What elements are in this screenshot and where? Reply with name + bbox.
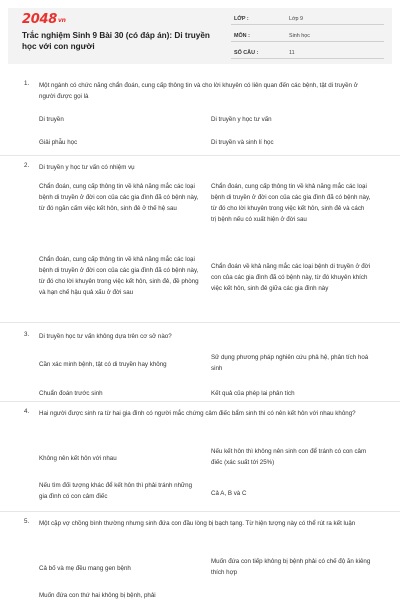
option-a[interactable]: Di truyền — [39, 116, 64, 123]
option-a[interactable]: Chẩn đoán, cung cấp thông tin về khả năng mắc các loại bệnh di truyền ở đời con của các gia đình đã có bệnh này, từ đó ngăn cấm việc kết hôn, sinh đẻ ở thế hệ sau — [39, 183, 199, 212]
site-logo[interactable]: 2048vn — [22, 12, 66, 27]
question-text: Di truyền học tư vấn không dựa trên cơ sở nào? — [39, 333, 172, 340]
option-b[interactable]: Nếu kết hôn thì không nên sinh con để tránh có con câm điếc (xác suất tới 25%) — [211, 448, 367, 466]
question-divider — [0, 511, 400, 512]
option-d[interactable]: Chẩn đoán về khả năng mắc các loại bệnh di truyền ở đời con của các gia đình đã có bệnh này, từ đó khuyên khích việc kết hôn, sinh đẻ giữa các gia đình này — [211, 263, 371, 292]
option-b[interactable]: Di truyền y học tư vấn — [211, 116, 272, 123]
option-c[interactable]: Muốn đứa con thứ hai không bị bệnh, phải — [39, 592, 156, 599]
option-a[interactable]: Không nên kết hôn với nhau — [39, 455, 117, 462]
question-text: Hai người được sinh ra từ hai gia đình có người mắc chứng câm điếc bẩm sinh thì có nên kết hôn với nhau không? — [39, 410, 356, 417]
option-d[interactable]: Cả A, B và C — [211, 490, 247, 497]
option-c[interactable]: Chẩn đoán, cung cấp thông tin về khả năng mắc các loại bệnh di truyền ở đời con của các gia đình đã có bệnh này, từ đó cho lời khuyên trong việc kết hôn, sinh đẻ, đề phòng và hạn chế hậu quả xấu ở đời sau — [39, 256, 199, 296]
question-text: Một cặp vợ chồng bình thường nhưng sinh đứa con đầu lòng bị bạch tạng. Từ hiện tượng này có thể rút ra kết luận — [39, 520, 356, 527]
option-d[interactable]: Kết quả của phép lai phân tích — [211, 390, 295, 397]
document-header — [8, 8, 392, 64]
meta-row-subject: MÔN : Sinh học — [231, 29, 384, 42]
question-text: Một ngành có chức năng chẩn đoán, cung cấp thông tin và cho lời khuyên có liên quan đến các bệnh, tật di truyền ở người được gọi là — [39, 82, 358, 100]
option-c[interactable]: Giải phẫu học — [39, 139, 78, 146]
option-b[interactable]: Chẩn đoán, cung cấp thông tin về khả năng mắc các loại bệnh di truyền ở đời con của các gia đình đã có bệnh này, từ đó cho lời khuyên trong việc kết hôn, sinh đẻ và cách trị bệnh nếu có xuất hiện ở đời sau — [211, 183, 371, 223]
question-divider — [0, 322, 400, 323]
option-c[interactable]: Chuẩn đoán trước sinh — [39, 390, 103, 397]
option-a[interactable]: Cần xác minh bệnh, tật có di truyền hay không — [39, 361, 167, 368]
option-b[interactable]: Sử dụng phương pháp nghiên cứu phả hệ, phân tích hoá sinh — [211, 354, 369, 372]
question-divider — [0, 155, 400, 156]
meta-row-class: LỚP : Lớp 9 — [231, 12, 384, 25]
option-a[interactable]: Cả bố và mẹ đều mang gen bệnh — [39, 565, 131, 572]
option-c[interactable]: Nếu tìm đối tượng khác để kết hôn thì phải tránh những gia đình có con câm điếc — [39, 482, 193, 500]
question-text: Di truyền y học tư vấn có nhiệm vụ — [39, 164, 135, 171]
option-b[interactable]: Muốn đứa con tiếp không bị bệnh phải có chế độ ăn kiêng thích hợp — [211, 558, 371, 576]
meta-row-count: SỐ CÂU : 11 — [231, 46, 384, 59]
document-title: Trắc nghiệm Sinh 9 Bài 30 (có đáp án): Di truyền học với con người — [22, 31, 210, 51]
option-d[interactable]: Di truyền và sinh lí học — [211, 139, 274, 146]
question-divider — [0, 401, 400, 402]
